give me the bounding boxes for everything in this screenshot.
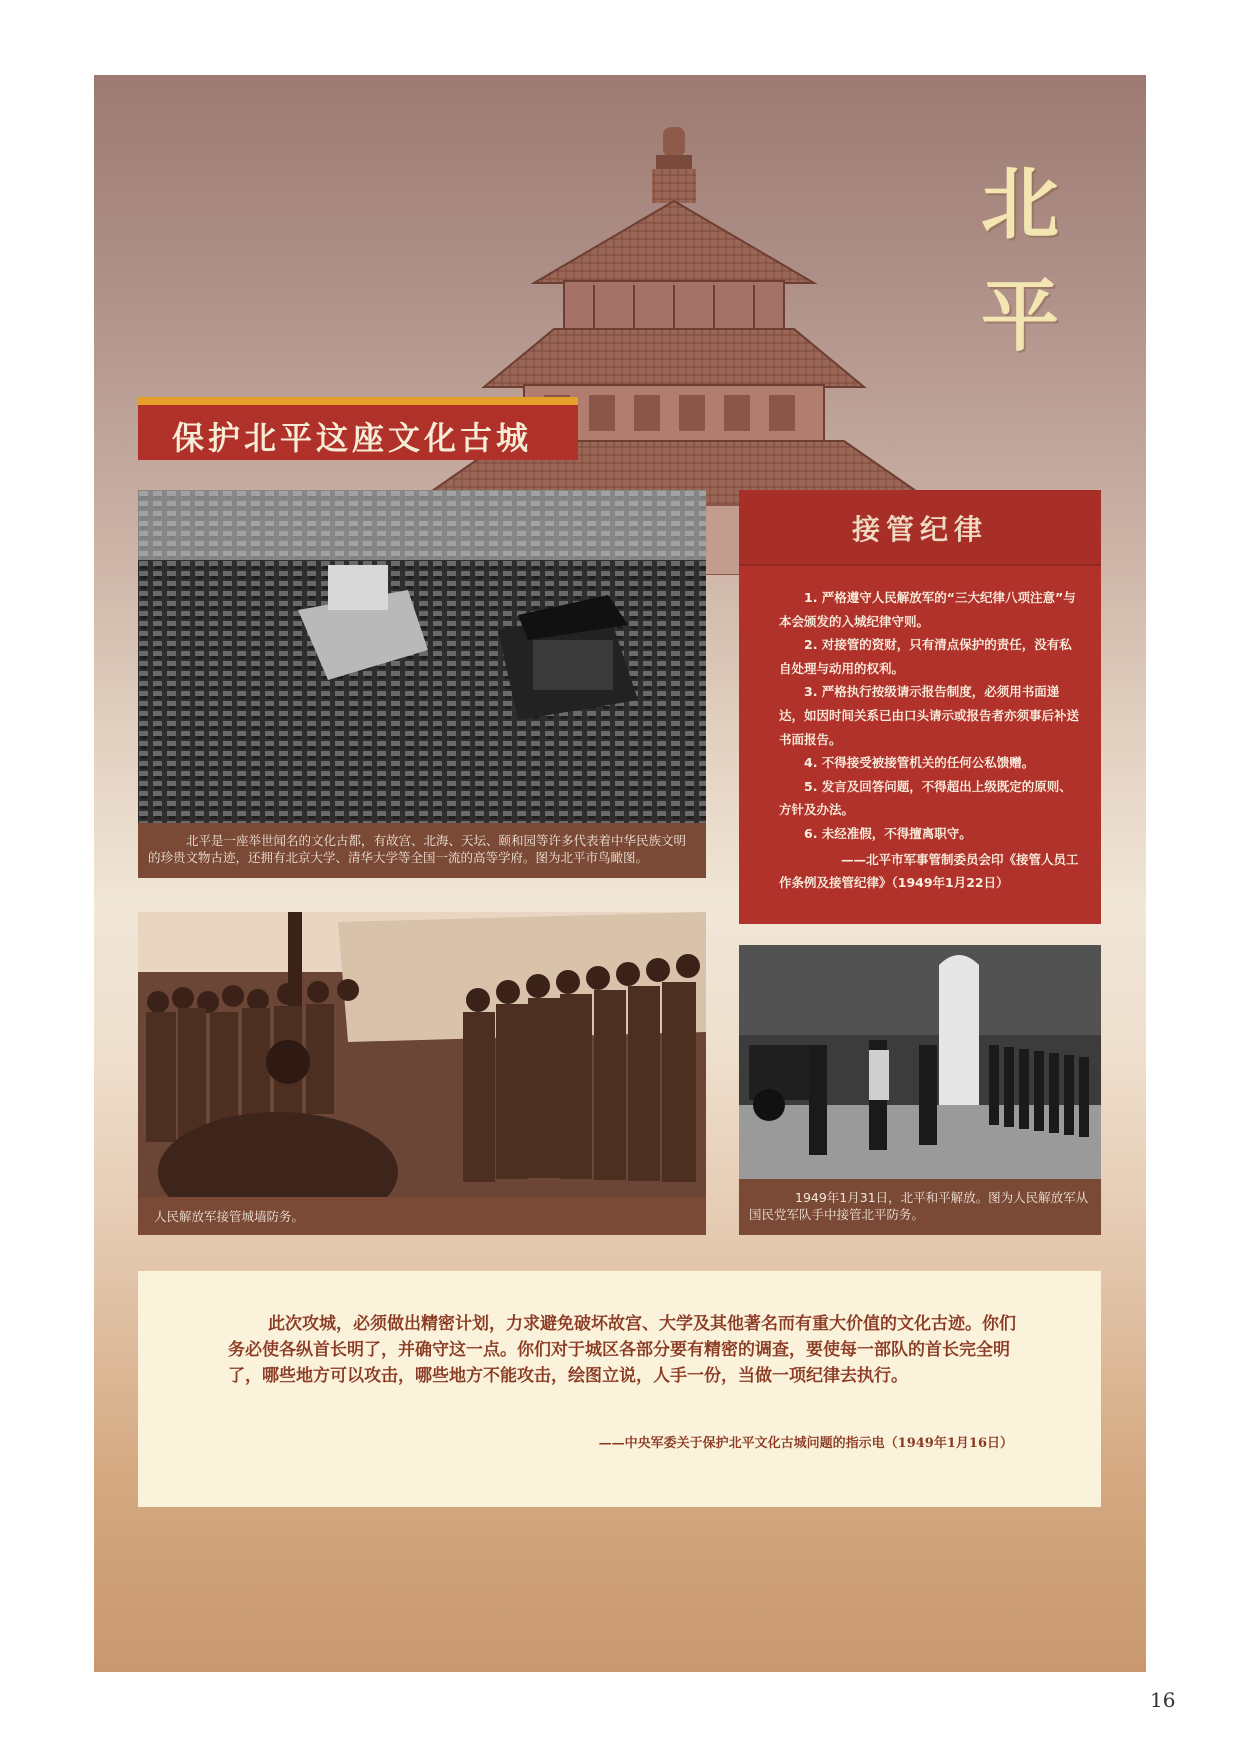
aerial-caption: 北平是一座举世闻名的文化古都，有故宫、北海、天坛、颐和园等许多代表着中华民族文明的珍贵文物古迹，还拥有北京大学、清华大学等全国一流的高等学府。图为北平市鸟瞰图。: [148, 833, 687, 865]
aerial-photo: [138, 490, 706, 823]
gate-caption: 1949年1月31日，北平和平解放。图为人民解放军从国民党军队手中接管北平防务。: [749, 1190, 1089, 1222]
quote-source: ——中央军委关于保护北平文化古城问题的指示电（1949年1月16日）: [598, 1436, 1013, 1451]
rules-header: [739, 490, 1101, 566]
rules-panel: [739, 490, 1101, 924]
rule-item: 2. 对接管的资财，只有清点保护的责任，没有私自处理与动用的权利。: [779, 637, 1072, 676]
rules-source: ——北平市军事管制委员会印《接管人员工作条例及接管纪律》（1949年1月22日）: [779, 851, 1079, 891]
quote-box: [138, 1271, 1101, 1507]
city-gate-photo: [739, 945, 1101, 1179]
rules-heading: 接管纪律: [851, 513, 988, 546]
section-banner: [138, 397, 578, 460]
quote-text: 此次攻城，必须做出精密计划，力求避免破坏故宫、大学及其他著名而有重大价值的文化古迹。你们务必使各纵首长明了，并确守这一点。你们对于城区各部分要有精密的调查，要使每一部队的首长完全明了，哪些地方可以攻击，哪些地方不能攻击，绘图立说，人手一份，当做一项纪律去执行。: [228, 1314, 1016, 1386]
city-wall-photo: [138, 912, 706, 1197]
rules-list: [779, 586, 1079, 895]
rule-item: 5. 发言及回答问题，不得超出上级既定的原则、方针及办法。: [779, 778, 1072, 818]
banner-title: 保护北平这座文化古城: [172, 419, 533, 457]
vertical-title: [960, 149, 1080, 373]
rule-item: 4. 不得接受被接管机关的任何公私馈赠。: [804, 755, 1035, 771]
rule-item: 6. 未经准假，不得擅离职守。: [804, 825, 972, 841]
rule-item: 3. 严格执行按级请示报告制度，必须用书面递达，如因时间关系已由口头请示或报告者亦须事后补送书面报告。: [779, 684, 1080, 747]
wall-caption: 人民解放军接管城墙防务。: [154, 1209, 305, 1224]
vertical-title-char-2: 平: [980, 271, 1059, 362]
poster: [94, 75, 1146, 1672]
page-number: 16: [1150, 1688, 1176, 1712]
rule-item: 1. 严格遵守人民解放军的“三大纪律八项注意”与本会颁发的入城纪律守则。: [779, 590, 1076, 629]
vertical-title-char-1: 北: [980, 159, 1059, 250]
